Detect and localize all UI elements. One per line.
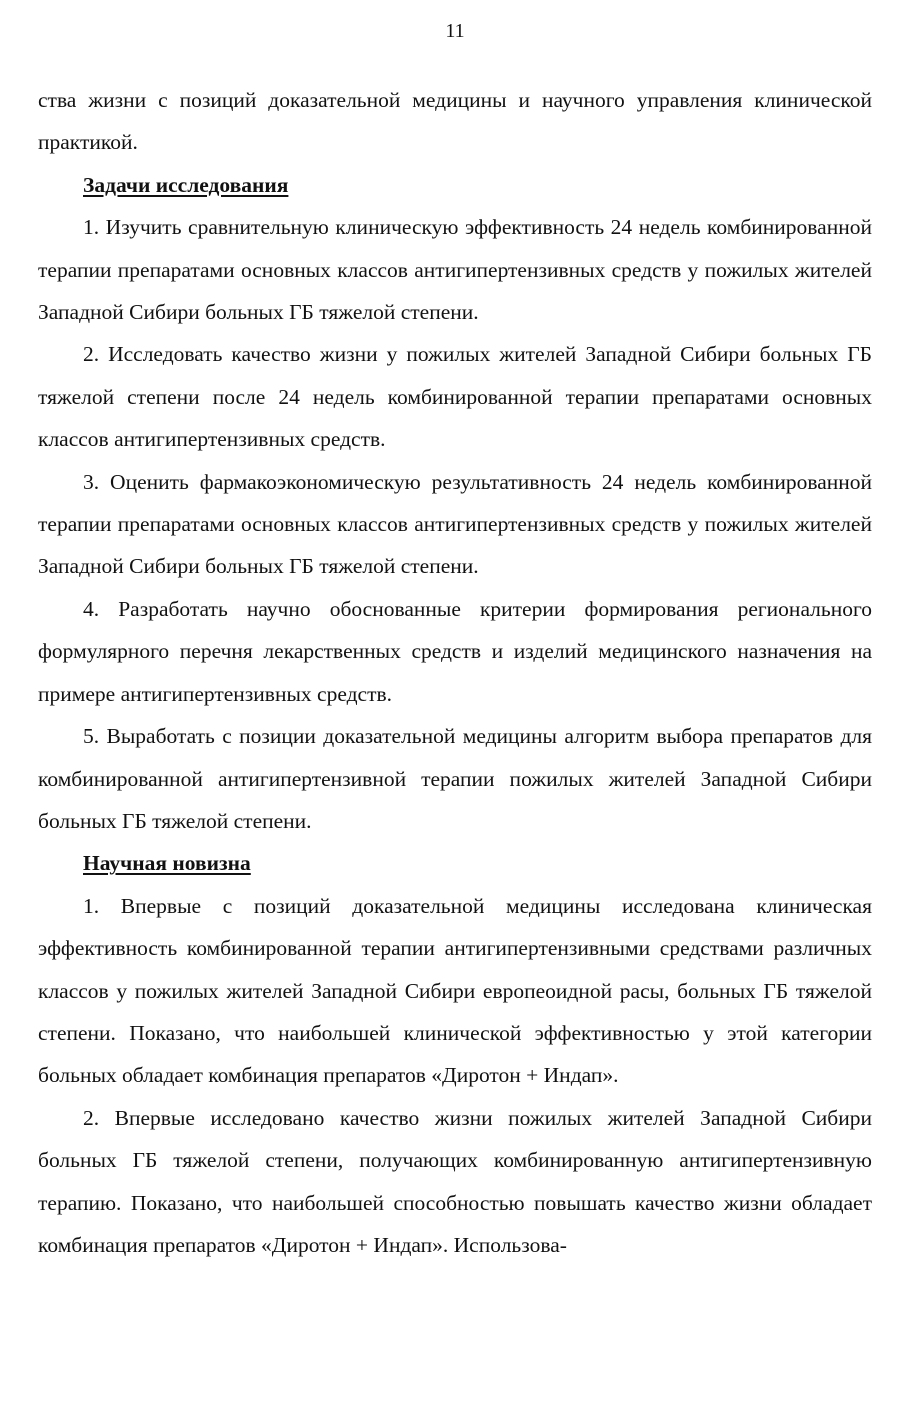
section-scientific-novelty	[38, 842, 872, 1266]
section-research-tasks	[38, 164, 872, 843]
task-item-5: 5. Выработать с позиции доказательной медицины алгоритм выбора препаратов для комбинированной антигипертензивной терапии пожилых жителей Западной Сибири больных ГБ тяжелой степени.	[38, 724, 872, 833]
task-item-3: 3. Оценить фармакоэкономическую результативность 24 недель комбинированной терапии препаратами основных классов антигипертензивных средств у пожилых жителей Западной Сибири больных ГБ тяжелой степени.	[38, 469, 872, 579]
task-item-4: 4. Разработать научно обоснованные критерии формирования регионального формулярного перечня лекарственных средств и изделий медицинского назначения на примере антигипертензивных средств.	[38, 596, 872, 706]
novelty-item-1: 1. Впервые с позиций доказательной медицины исследована клиническая эффективность комбинированной терапии антигипертензивными средствами различных классов у пожилых жителей Западной Сибири европеоидной расы, больных ГБ тяжелой степени. Показано, что наибольшей клинической эффективностью у этой категории больных обладает комбинация препаратов «Диротон + Индап».	[38, 893, 872, 1088]
task-item-1: 1. Изучить сравнительную клиническую эффективность 24 недель комбинированной терапии препаратами основных классов антигипертензивных средств у пожилых жителей Западной Сибири больных ГБ тяжелой степени.	[38, 215, 872, 325]
task-item-2: 2. Исследовать качество жизни у пожилых жителей Западной Сибири больных ГБ тяжелой степени после 24 недель комбинированной терапии препаратами основных классов антигипертензивных средств.	[38, 342, 872, 452]
novelty-item-2: 2. Впервые исследовано качество жизни пожилых жителей Западной Сибири больных ГБ тяжелой степени, получающих комбинированную антигипертензивную терапию. Показано, что наибольшей способностью повышать качество жизни обладает комбинация препаратов «Диротон + Индап». Использова-	[38, 1105, 872, 1257]
section-heading-scientific-novelty: Научная новизна	[83, 851, 251, 876]
section-heading-research-tasks: Задачи исследования	[83, 172, 289, 197]
intro-paragraph: ства жизни с позиций доказательной медицины и научного управления клинической практикой.	[38, 88, 872, 155]
page-number: 11	[445, 20, 465, 42]
page-content	[38, 79, 872, 1266]
